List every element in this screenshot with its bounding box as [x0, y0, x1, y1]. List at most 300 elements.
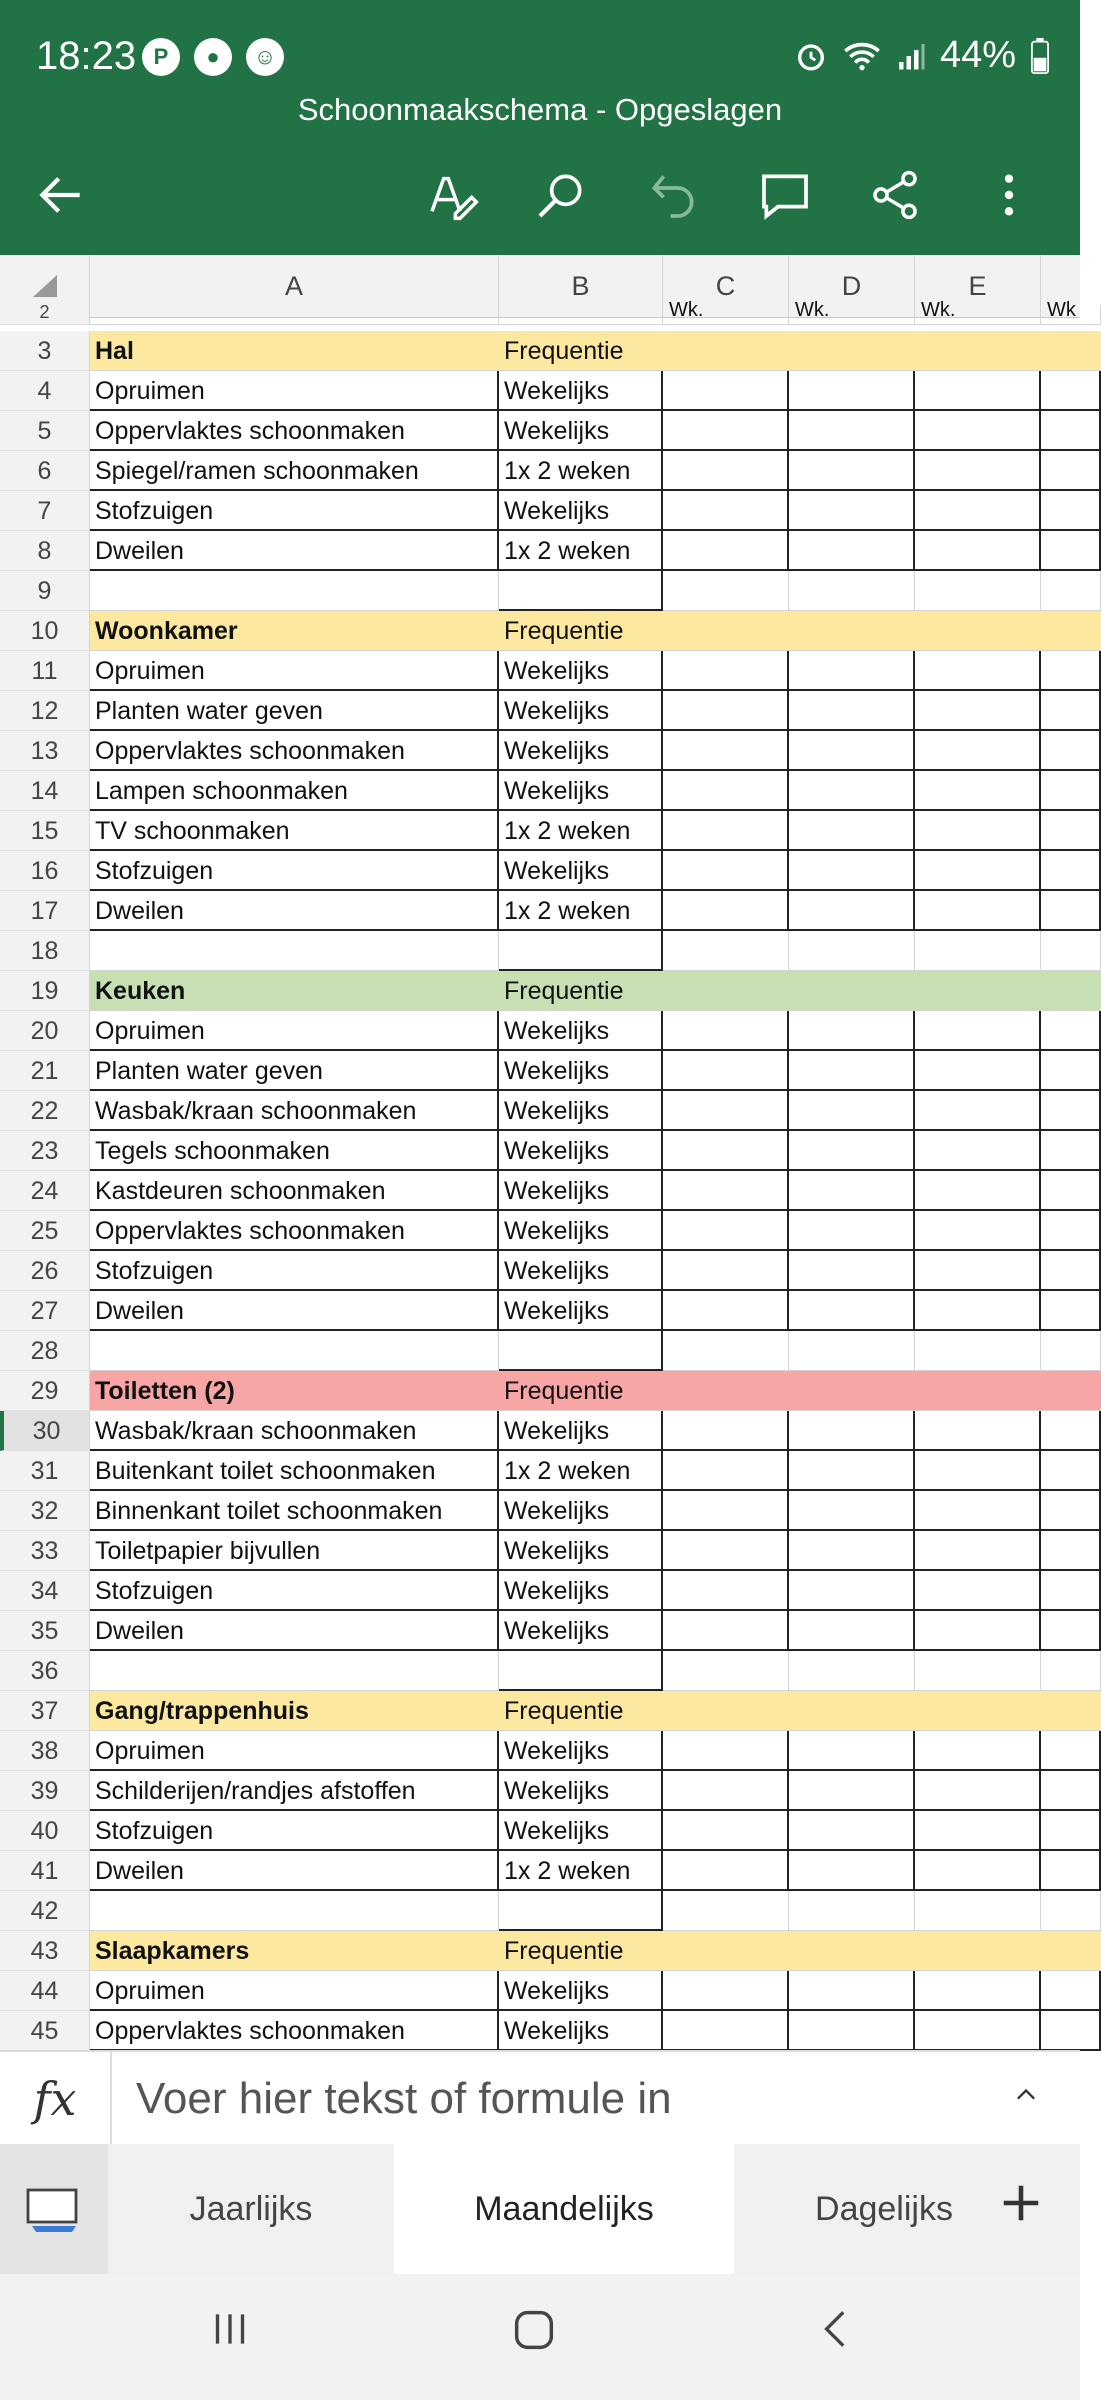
cell-f[interactable] — [1041, 571, 1101, 611]
home-button[interactable] — [508, 2304, 560, 2368]
row-number[interactable]: 17 — [0, 891, 90, 931]
row-number[interactable]: 42 — [0, 1891, 90, 1931]
cell-b[interactable]: 1x 2 weken — [499, 1851, 663, 1891]
cell-c[interactable] — [663, 811, 789, 851]
cell-c[interactable] — [663, 1291, 789, 1331]
cell-a[interactable]: Stofzuigen — [90, 491, 499, 531]
cell-c[interactable] — [663, 1531, 789, 1571]
cell-f[interactable] — [1041, 1371, 1101, 1411]
cell-f[interactable] — [1041, 451, 1101, 491]
cell-c[interactable] — [663, 1171, 789, 1211]
cell-a[interactable]: Planten water geven — [90, 1051, 499, 1091]
cell-d[interactable] — [789, 931, 915, 971]
cell-f[interactable] — [1041, 1891, 1101, 1931]
row-number[interactable]: 26 — [0, 1251, 90, 1291]
cell-a[interactable] — [90, 1891, 499, 1931]
cell-a[interactable]: Woonkamer — [90, 611, 499, 651]
cell-a[interactable]: Gang/trappenhuis — [90, 1691, 499, 1731]
cell-d[interactable] — [789, 1411, 915, 1451]
row-number[interactable]: 30 — [0, 1411, 90, 1451]
cell-d[interactable] — [789, 1851, 915, 1891]
cell-e[interactable] — [915, 1971, 1041, 2011]
row-number[interactable]: 22 — [0, 1091, 90, 1131]
cell-b[interactable] — [499, 1891, 663, 1931]
cell-a[interactable]: Tegels schoonmaken — [90, 1131, 499, 1171]
cell-f[interactable]: Wk — [1041, 305, 1101, 325]
cell-b[interactable]: Frequentie — [499, 1371, 663, 1411]
cell-d[interactable] — [789, 1451, 915, 1491]
row-number[interactable]: 36 — [0, 1651, 90, 1691]
cell-f[interactable] — [1041, 1971, 1101, 2011]
cell-b[interactable]: Wekelijks — [499, 1131, 663, 1171]
cell-e[interactable] — [915, 1611, 1041, 1651]
cell-a[interactable] — [90, 571, 499, 611]
cell-d[interactable] — [789, 1371, 915, 1411]
cell-f[interactable] — [1041, 651, 1101, 691]
cell-c[interactable] — [663, 1331, 789, 1371]
cell-c[interactable] — [663, 411, 789, 451]
cell-a[interactable]: Oppervlaktes schoonmaken — [90, 731, 499, 771]
cell-c[interactable] — [663, 891, 789, 931]
spreadsheet-grid[interactable] — [0, 299, 1080, 2050]
cell-e[interactable] — [915, 891, 1041, 931]
cell-b[interactable]: Wekelijks — [499, 1411, 663, 1451]
cell-d[interactable] — [789, 1931, 915, 1971]
cell-e[interactable] — [915, 651, 1041, 691]
cell-a[interactable]: Dweilen — [90, 1611, 499, 1651]
cell-d[interactable] — [789, 1611, 915, 1651]
row-number[interactable]: 23 — [0, 1131, 90, 1171]
sheets-list-button[interactable] — [0, 2144, 108, 2274]
cell-c[interactable] — [663, 1571, 789, 1611]
cell-d[interactable] — [789, 1651, 915, 1691]
cell-f[interactable] — [1041, 931, 1101, 971]
cell-a[interactable]: Kastdeuren schoonmaken — [90, 1171, 499, 1211]
formula-input[interactable]: Voer hier tekst of formule in — [136, 2074, 672, 2123]
cell-c[interactable] — [663, 331, 789, 371]
cell-b[interactable]: Frequentie — [499, 1931, 663, 1971]
cell-c[interactable] — [663, 771, 789, 811]
cell-a[interactable]: Hal — [90, 331, 499, 371]
cell-c[interactable] — [663, 1691, 789, 1731]
cell-e[interactable] — [915, 531, 1041, 571]
cell-f[interactable] — [1041, 1811, 1101, 1851]
cell-e[interactable]: Wk. — [915, 305, 1041, 325]
cell-d[interactable] — [789, 1171, 915, 1211]
cell-e[interactable] — [915, 1371, 1041, 1411]
cell-b[interactable]: Frequentie — [499, 971, 663, 1011]
row-number[interactable]: 19 — [0, 971, 90, 1011]
cell-a[interactable] — [90, 305, 499, 325]
cell-f[interactable] — [1041, 331, 1101, 371]
row-number[interactable]: 11 — [0, 651, 90, 691]
cell-c[interactable] — [663, 1611, 789, 1651]
cell-f[interactable] — [1041, 1611, 1101, 1651]
cell-f[interactable] — [1041, 1851, 1101, 1891]
cell-a[interactable]: Planten water geven — [90, 691, 499, 731]
cell-e[interactable] — [915, 1411, 1041, 1451]
cell-e[interactable] — [915, 691, 1041, 731]
cell-e[interactable] — [915, 1331, 1041, 1371]
cell-e[interactable] — [915, 1011, 1041, 1051]
cell-c[interactable] — [663, 1931, 789, 1971]
cell-b[interactable]: Wekelijks — [499, 651, 663, 691]
search-button[interactable] — [526, 160, 596, 230]
cell-b[interactable]: Wekelijks — [499, 1571, 663, 1611]
cell-b[interactable] — [499, 1651, 663, 1691]
cell-b[interactable]: Wekelijks — [499, 491, 663, 531]
cell-b[interactable]: Wekelijks — [499, 1251, 663, 1291]
cell-a[interactable]: Slaapkamers — [90, 1931, 499, 1971]
row-number[interactable]: 4 — [0, 371, 90, 411]
cell-e[interactable] — [915, 1891, 1041, 1931]
cell-f[interactable] — [1041, 851, 1101, 891]
cell-c[interactable] — [663, 531, 789, 571]
cell-d[interactable] — [789, 891, 915, 931]
cell-c[interactable] — [663, 1731, 789, 1771]
cell-d[interactable] — [789, 1091, 915, 1131]
cell-c[interactable] — [663, 371, 789, 411]
cell-f[interactable] — [1041, 891, 1101, 931]
cell-b[interactable]: Wekelijks — [499, 1291, 663, 1331]
cell-c[interactable] — [663, 1491, 789, 1531]
cell-b[interactable]: Wekelijks — [499, 1811, 663, 1851]
row-number[interactable]: 41 — [0, 1851, 90, 1891]
cell-d[interactable] — [789, 851, 915, 891]
row-number[interactable]: 16 — [0, 851, 90, 891]
cell-f[interactable] — [1041, 811, 1101, 851]
cell-d[interactable] — [789, 1251, 915, 1291]
cell-f[interactable] — [1041, 971, 1101, 1011]
column-header-b[interactable]: B — [499, 255, 663, 317]
cell-e[interactable] — [915, 1211, 1041, 1251]
cell-d[interactable] — [789, 731, 915, 771]
cell-e[interactable] — [915, 2011, 1041, 2051]
row-number[interactable]: 31 — [0, 1451, 90, 1491]
cell-d[interactable] — [789, 651, 915, 691]
cell-c[interactable] — [663, 1011, 789, 1051]
cell-c[interactable] — [663, 1051, 789, 1091]
cell-b[interactable]: Frequentie — [499, 331, 663, 371]
cell-f[interactable] — [1041, 2011, 1101, 2051]
cell-c[interactable] — [663, 1411, 789, 1451]
cell-d[interactable] — [789, 371, 915, 411]
row-number[interactable]: 38 — [0, 1731, 90, 1771]
cell-d[interactable] — [789, 451, 915, 491]
cell-f[interactable] — [1041, 1931, 1101, 1971]
cell-e[interactable] — [915, 1171, 1041, 1211]
cell-c[interactable] — [663, 1771, 789, 1811]
column-header-a[interactable]: A — [90, 255, 499, 317]
cell-a[interactable]: TV schoonmaken — [90, 811, 499, 851]
cell-b[interactable]: Frequentie — [499, 611, 663, 651]
cell-f[interactable] — [1041, 411, 1101, 451]
cell-e[interactable] — [915, 371, 1041, 411]
row-number[interactable]: 24 — [0, 1171, 90, 1211]
document-title[interactable]: Schoonmaakschema - Opgeslagen — [297, 92, 783, 127]
cell-f[interactable] — [1041, 691, 1101, 731]
cell-a[interactable]: Opruimen — [90, 1971, 499, 2011]
row-number[interactable]: 14 — [0, 771, 90, 811]
row-number[interactable]: 44 — [0, 1971, 90, 2011]
cell-a[interactable]: Toiletpapier bijvullen — [90, 1531, 499, 1571]
cell-b[interactable]: Wekelijks — [499, 1731, 663, 1771]
cell-d[interactable] — [789, 811, 915, 851]
cell-a[interactable]: Opruimen — [90, 371, 499, 411]
cell-a[interactable]: Oppervlaktes schoonmaken — [90, 2011, 499, 2051]
cell-e[interactable] — [915, 611, 1041, 651]
cell-a[interactable]: Stofzuigen — [90, 1251, 499, 1291]
cell-d[interactable]: Wk. — [789, 305, 915, 325]
row-number[interactable]: 39 — [0, 1771, 90, 1811]
cell-f[interactable] — [1041, 1651, 1101, 1691]
row-number[interactable]: 45 — [0, 2011, 90, 2051]
row-number[interactable]: 27 — [0, 1291, 90, 1331]
cell-b[interactable]: 1x 2 weken — [499, 1451, 663, 1491]
row-number[interactable]: 37 — [0, 1691, 90, 1731]
cell-e[interactable] — [915, 1851, 1041, 1891]
cell-a[interactable]: Stofzuigen — [90, 851, 499, 891]
cell-d[interactable] — [789, 1331, 915, 1371]
cell-c[interactable] — [663, 1971, 789, 2011]
cell-f[interactable] — [1041, 1171, 1101, 1211]
cell-c[interactable] — [663, 1251, 789, 1291]
cell-a[interactable]: Opruimen — [90, 1011, 499, 1051]
cell-f[interactable] — [1041, 1251, 1101, 1291]
cell-b[interactable]: Wekelijks — [499, 1011, 663, 1051]
cell-a[interactable]: Keuken — [90, 971, 499, 1011]
cell-b[interactable]: 1x 2 weken — [499, 451, 663, 491]
row-number[interactable]: 34 — [0, 1571, 90, 1611]
cell-b[interactable]: Wekelijks — [499, 1491, 663, 1531]
row-number[interactable]: 8 — [0, 531, 90, 571]
row-number[interactable]: 28 — [0, 1331, 90, 1371]
cell-a[interactable]: Dweilen — [90, 891, 499, 931]
cell-a[interactable]: Wasbak/kraan schoonmaken — [90, 1091, 499, 1131]
cell-f[interactable] — [1041, 1491, 1101, 1531]
cell-c[interactable] — [663, 1091, 789, 1131]
cell-d[interactable] — [789, 531, 915, 571]
cell-e[interactable] — [915, 731, 1041, 771]
cell-d[interactable] — [789, 411, 915, 451]
row-number[interactable]: 13 — [0, 731, 90, 771]
row-number[interactable]: 40 — [0, 1811, 90, 1851]
add-sheet-button[interactable] — [998, 2174, 1044, 2239]
row-number[interactable]: 10 — [0, 611, 90, 651]
cell-a[interactable]: Buitenkant toilet schoonmaken — [90, 1451, 499, 1491]
row-number[interactable]: 18 — [0, 931, 90, 971]
cell-b[interactable]: Wekelijks — [499, 1971, 663, 2011]
cell-f[interactable] — [1041, 491, 1101, 531]
cell-b[interactable]: Wekelijks — [499, 731, 663, 771]
cell-f[interactable] — [1041, 1291, 1101, 1331]
cell-f[interactable] — [1041, 771, 1101, 811]
row-number[interactable]: 3 — [0, 331, 90, 371]
cell-e[interactable] — [915, 1531, 1041, 1571]
cell-e[interactable] — [915, 571, 1041, 611]
cell-f[interactable] — [1041, 371, 1101, 411]
cell-c[interactable] — [663, 851, 789, 891]
cell-b[interactable]: Wekelijks — [499, 1171, 663, 1211]
column-header-e[interactable]: E — [915, 255, 1041, 317]
cell-e[interactable] — [915, 1251, 1041, 1291]
cell-a[interactable]: Schilderijen/randjes afstoffen — [90, 1771, 499, 1811]
cell-c[interactable] — [663, 2011, 789, 2051]
cell-a[interactable]: Opruimen — [90, 1731, 499, 1771]
cell-f[interactable] — [1041, 1091, 1101, 1131]
cell-b[interactable]: 1x 2 weken — [499, 531, 663, 571]
cell-b[interactable]: Wekelijks — [499, 691, 663, 731]
cell-e[interactable] — [915, 1451, 1041, 1491]
cell-f[interactable] — [1041, 1211, 1101, 1251]
cell-e[interactable] — [915, 931, 1041, 971]
row-number[interactable]: 21 — [0, 1051, 90, 1091]
tab-jaarlijks[interactable]: Jaarlijks — [189, 2190, 313, 2228]
row-number[interactable]: 29 — [0, 1371, 90, 1411]
cell-b[interactable]: Frequentie — [499, 1691, 663, 1731]
cell-b[interactable]: 1x 2 weken — [499, 891, 663, 931]
cell-a[interactable]: Dweilen — [90, 1851, 499, 1891]
cell-c[interactable] — [663, 1891, 789, 1931]
cell-b[interactable]: Wekelijks — [499, 371, 663, 411]
undo-button[interactable] — [638, 160, 708, 230]
cell-c[interactable] — [663, 571, 789, 611]
cell-d[interactable] — [789, 1731, 915, 1771]
fx-icon[interactable]: fx — [0, 2052, 112, 2146]
cell-c[interactable] — [663, 491, 789, 531]
cell-d[interactable] — [789, 1771, 915, 1811]
row-number[interactable]: 12 — [0, 691, 90, 731]
cell-b[interactable] — [499, 931, 663, 971]
cell-a[interactable]: Opruimen — [90, 651, 499, 691]
cell-a[interactable]: Oppervlaktes schoonmaken — [90, 411, 499, 451]
cell-b[interactable]: 1x 2 weken — [499, 811, 663, 851]
cell-c[interactable] — [663, 651, 789, 691]
cell-d[interactable] — [789, 491, 915, 531]
cell-d[interactable] — [789, 1811, 915, 1851]
cell-b[interactable]: Wekelijks — [499, 1211, 663, 1251]
cell-e[interactable] — [915, 1091, 1041, 1131]
share-button[interactable] — [860, 160, 930, 230]
row-number[interactable]: 6 — [0, 451, 90, 491]
cell-a[interactable]: Spiegel/ramen schoonmaken — [90, 451, 499, 491]
cell-d[interactable] — [789, 1291, 915, 1331]
cell-d[interactable] — [789, 1051, 915, 1091]
cell-f[interactable] — [1041, 1451, 1101, 1491]
cell-e[interactable] — [915, 1691, 1041, 1731]
cell-e[interactable] — [915, 331, 1041, 371]
row-number[interactable]: 20 — [0, 1011, 90, 1051]
cell-f[interactable] — [1041, 1531, 1101, 1571]
cell-d[interactable] — [789, 1691, 915, 1731]
cell-c[interactable] — [663, 691, 789, 731]
row-number[interactable]: 43 — [0, 1931, 90, 1971]
cell-f[interactable] — [1041, 1331, 1101, 1371]
cell-a[interactable]: Oppervlaktes schoonmaken — [90, 1211, 499, 1251]
cell-a[interactable]: Toiletten (2) — [90, 1371, 499, 1411]
cell-f[interactable] — [1041, 611, 1101, 651]
cell-b[interactable] — [499, 1331, 663, 1371]
cell-e[interactable] — [915, 1571, 1041, 1611]
cell-a[interactable] — [90, 1651, 499, 1691]
expand-formula-button[interactable] — [1012, 2080, 1040, 2116]
cell-d[interactable] — [789, 611, 915, 651]
row-number[interactable]: 35 — [0, 1611, 90, 1651]
cell-e[interactable] — [915, 451, 1041, 491]
cell-e[interactable] — [915, 771, 1041, 811]
cell-c[interactable]: Wk. — [663, 305, 789, 325]
cell-e[interactable] — [915, 1051, 1041, 1091]
cell-d[interactable] — [789, 2011, 915, 2051]
tab-dagelijks[interactable]: Dagelijks — [815, 2190, 953, 2228]
row-number[interactable]: 15 — [0, 811, 90, 851]
row-number[interactable]: 2 — [0, 305, 90, 325]
cell-c[interactable] — [663, 971, 789, 1011]
cell-a[interactable]: Stofzuigen — [90, 1571, 499, 1611]
cell-c[interactable] — [663, 731, 789, 771]
cell-b[interactable]: Wekelijks — [499, 411, 663, 451]
cell-c[interactable] — [663, 1851, 789, 1891]
cell-a[interactable]: Dweilen — [90, 1291, 499, 1331]
cell-b[interactable] — [499, 305, 663, 325]
cell-d[interactable] — [789, 1011, 915, 1051]
cell-c[interactable] — [663, 1211, 789, 1251]
cell-b[interactable] — [499, 571, 663, 611]
cell-e[interactable] — [915, 491, 1041, 531]
row-number[interactable]: 33 — [0, 1531, 90, 1571]
edit-button[interactable] — [418, 160, 488, 230]
cell-f[interactable] — [1041, 731, 1101, 771]
cell-d[interactable] — [789, 1971, 915, 2011]
cell-f[interactable] — [1041, 531, 1101, 571]
cell-e[interactable] — [915, 811, 1041, 851]
cell-d[interactable] — [789, 1491, 915, 1531]
cell-d[interactable] — [789, 1131, 915, 1171]
cell-a[interactable]: Binnenkant toilet schoonmaken — [90, 1491, 499, 1531]
cell-e[interactable] — [915, 1131, 1041, 1171]
recent-apps-button[interactable] — [205, 2304, 255, 2366]
cell-f[interactable] — [1041, 1411, 1101, 1451]
cell-c[interactable] — [663, 1451, 789, 1491]
cell-b[interactable]: Wekelijks — [499, 1771, 663, 1811]
column-header-c[interactable]: C — [663, 255, 789, 317]
cell-c[interactable] — [663, 931, 789, 971]
cell-e[interactable] — [915, 411, 1041, 451]
cell-a[interactable]: Lampen schoonmaken — [90, 771, 499, 811]
cell-b[interactable]: Wekelijks — [499, 1531, 663, 1571]
cell-c[interactable] — [663, 451, 789, 491]
cell-b[interactable]: Wekelijks — [499, 2011, 663, 2051]
cell-d[interactable] — [789, 1211, 915, 1251]
cell-f[interactable] — [1041, 1011, 1101, 1051]
cell-e[interactable] — [915, 1291, 1041, 1331]
back-button[interactable] — [26, 160, 96, 230]
more-options-button[interactable] — [974, 160, 1044, 230]
cell-e[interactable] — [915, 1491, 1041, 1531]
cell-b[interactable]: Wekelijks — [499, 771, 663, 811]
cell-e[interactable] — [915, 971, 1041, 1011]
cell-b[interactable]: Wekelijks — [499, 1611, 663, 1651]
cell-c[interactable] — [663, 1651, 789, 1691]
comment-button[interactable] — [750, 160, 820, 230]
cell-f[interactable] — [1041, 1731, 1101, 1771]
cell-a[interactable]: Dweilen — [90, 531, 499, 571]
cell-f[interactable] — [1041, 1131, 1101, 1171]
cell-f[interactable] — [1041, 1051, 1101, 1091]
cell-f[interactable] — [1041, 1571, 1101, 1611]
cell-d[interactable] — [789, 1571, 915, 1611]
cell-b[interactable]: Wekelijks — [499, 1051, 663, 1091]
